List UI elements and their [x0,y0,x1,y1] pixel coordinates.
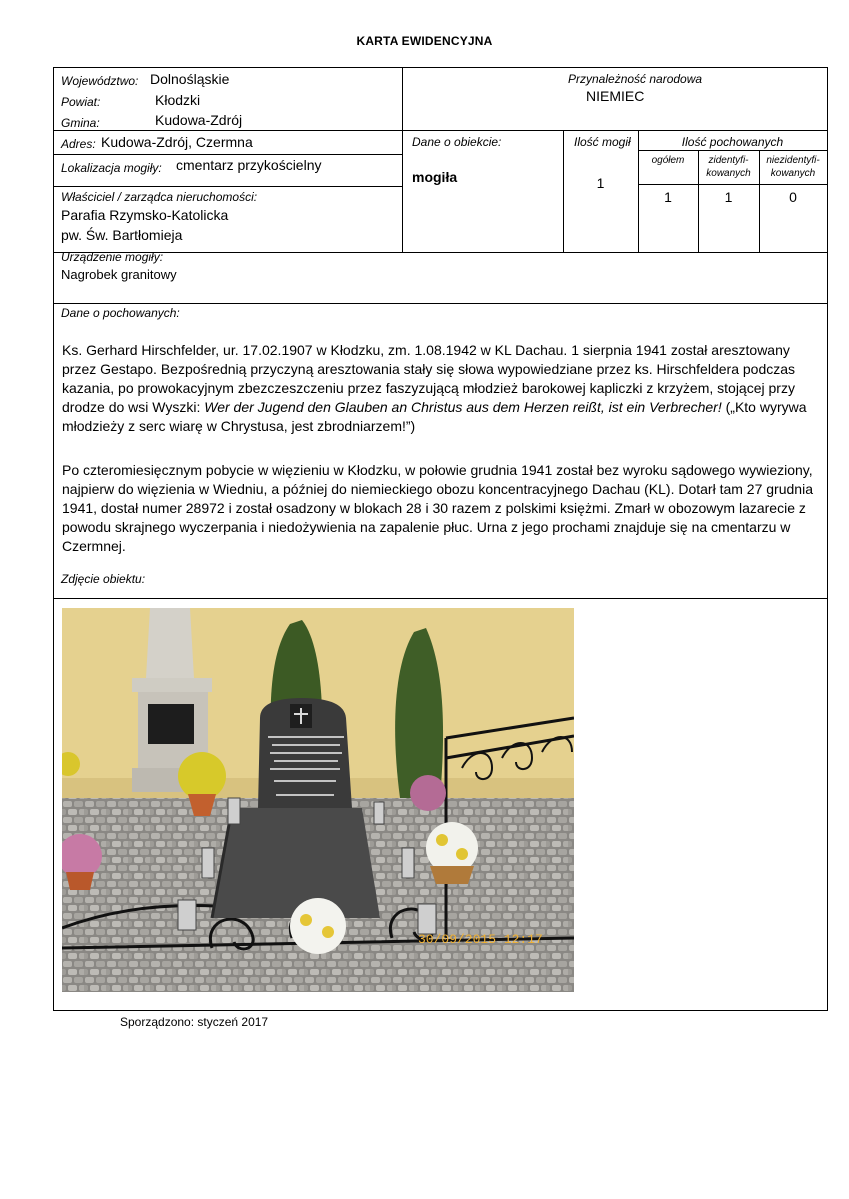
object-value: mogiła [412,169,458,185]
county-label: Powiat: [61,95,101,109]
owner-line-2: pw. Św. Bartłomieja [61,227,183,243]
total-label: ogółem [651,155,685,166]
buried-data-label: Dane o pochowanych: [61,306,180,320]
record-card [53,67,828,1011]
prepared-date: Sporządzono: styczeń 2017 [120,1015,269,1029]
municipality-value: Kudowa-Zdrój [155,112,243,128]
identified-value: 1 [724,189,733,205]
buried-paragraph-1: Ks. Gerhard Hirschfelder, ur. 17.02.1907 w Kłodzku, zm. 1.08.1942 w KL Dachau. 1 sierpnia 1941 został aresztowany przez Gestapo. Bezpośrednią przyczyną aresztowania stały się słowa wypowiedziane przez ks. Hirschfeldera podczas kazania, po prowokacyjnym zbezczeszczeniu przez faszyzującą młodzież barokowej kapliczki z krzyżem, stojącej przy drodze do wsi Wyszki: Wer der Jugend den Glauben an Christus aus dem Herzen reißt, ist ein Verbrecher! („Kto wyrywa młodzieży z serc wiarę w Chrystusa, jest zbrodniarzem!”) [62,342,807,434]
address-value: Kudowa-Zdrój, Czermna [101,134,253,150]
identified-label: zidentyfi- kowanych [706,155,751,179]
voivodeship-value: Dolnośląskie [150,71,230,87]
photo-label: Zdjęcie obiektu: [61,572,146,586]
grave-equipment-label: Urządzenie mogiły: [61,250,164,264]
statue-shape [146,608,194,678]
unidentified-label: niezidentyfi- kowanych [766,155,820,179]
nationality-value: NIEMIEC [586,88,645,104]
grave-location-label: Lokalizacja mogiły: [61,161,162,175]
county-value: Kłodzki [155,92,201,108]
graves-count-value: 1 [596,175,605,191]
object-label: Dane o obiekcie: [412,135,502,149]
grave-equipment-value: Nagrobek granitowy [61,267,177,282]
grave-location-value: cmentarz przykościelny [176,157,322,173]
graves-count-label: Ilość mogił [574,135,631,149]
owner-line-1: Parafia Rzymsko-Katolicka [61,207,229,223]
document-title: KARTA EWIDENCYJNA [356,34,493,48]
grave-photo [62,608,574,992]
buried-paragraph-2: Po czteromiesięcznym pobycie w więzieniu w Kłodzku, w połowie grudnia 1941 został bez wyroku sądowego wywieziony, najpierw do więzienia w Wiedniu, a później do niemieckiego obozu koncentracyjnego Dachau (KL). Dotarł tam 27 grudnia 1941, dostał numer 28972 i został osadzony w blokach 28 i 30 razem z polskimi księżmi. Zmarł w obozowym lazarecie z powodu skrajnego wyczerpania i niedożywienia na zapalenie płuc. Urna z jego prochami znajduje się na cmentarzu w Czermnej. [62,462,813,554]
municipality-label: Gmina: [61,116,100,130]
owner-label: Właściciel / zarządca nieruchomości: [61,190,258,204]
unidentified-value: 0 [789,189,797,205]
voivodeship-label: Województwo: [61,74,139,88]
total-value: 1 [664,189,672,205]
photo-timestamp: 30/09/2015 12:17 [418,932,543,947]
address-label: Adres: [61,137,96,151]
nationality-label: Przynależność narodowa [568,72,703,86]
plaque-shape [148,704,194,744]
buried-count-label: Ilość pochowanych [681,135,784,149]
